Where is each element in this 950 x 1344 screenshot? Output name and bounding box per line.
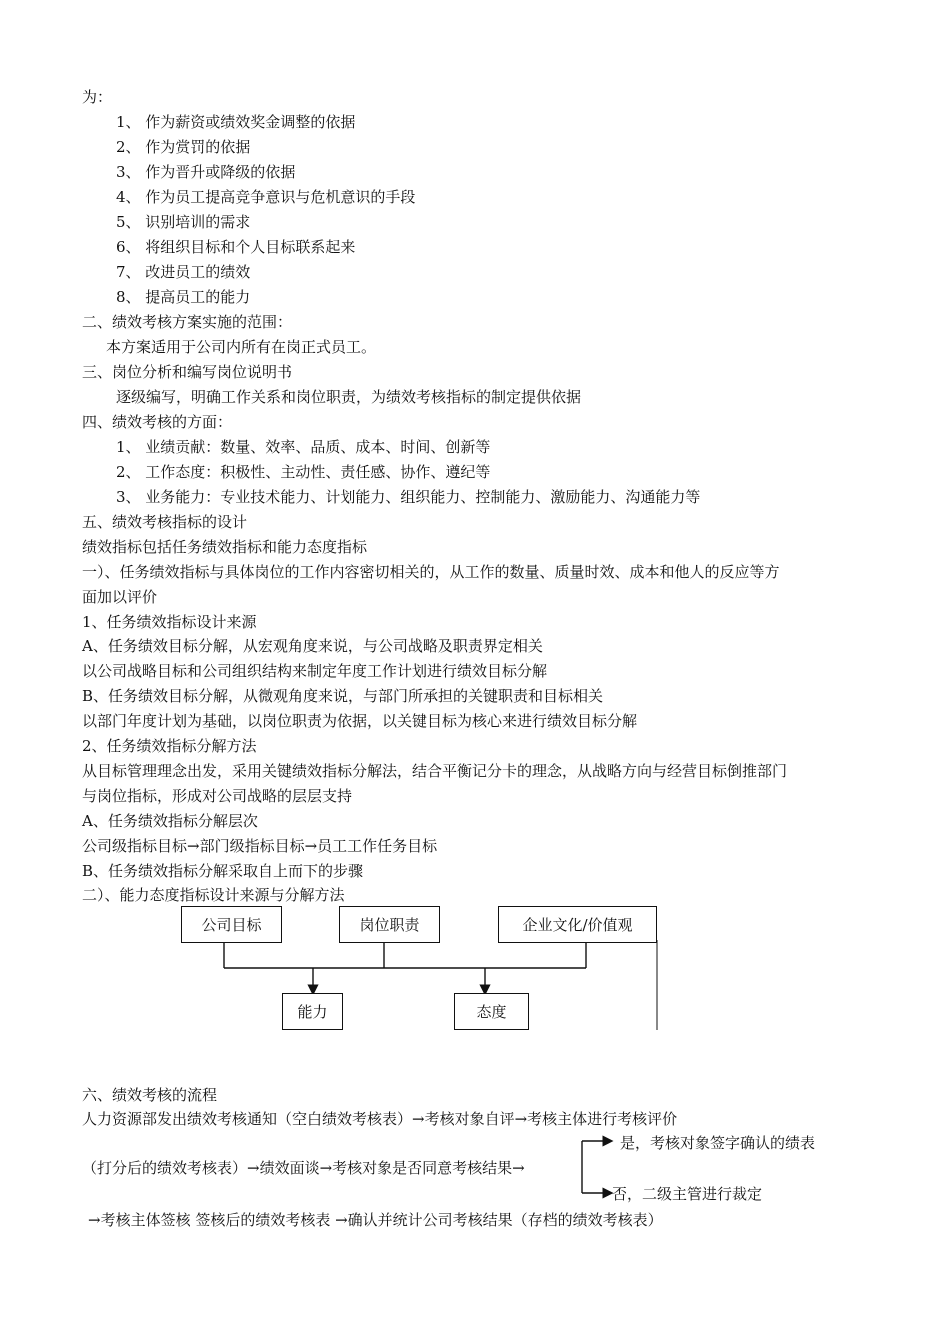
paragraph: B、任务绩效指标分解采取自上而下的步骤 xyxy=(82,862,364,880)
paragraph: A、任务绩效指标分解层次 xyxy=(82,812,258,830)
section-heading: 二、绩效考核方案实施的范围： xyxy=(82,313,293,331)
list-item: 1、 业绩贡献：数量、效率、品质、成本、时间、创新等 xyxy=(116,438,491,456)
paragraph: 二）、能力态度指标设计来源与分解方法 xyxy=(82,886,345,904)
list-item: 6、 将组织目标和个人目标联系起来 xyxy=(116,238,356,256)
process-line: （打分后的绩效考核表）→绩效面谈→考核对象是否同意考核结果→ xyxy=(82,1159,525,1177)
section-heading: 六、绩效考核的流程 xyxy=(82,1086,218,1104)
paragraph: B、任务绩效目标分解，从微观角度来说，与部门所承担的关键职责和目标相关 xyxy=(82,687,604,705)
list-item: 2、 工作态度：积极性、主动性、责任感、协作、遵纪等 xyxy=(116,463,491,481)
section-heading: 五、绩效考核指标的设计 xyxy=(82,513,248,531)
paragraph: 本方案适用于公司内所有在岗正式员工。 xyxy=(106,338,377,356)
section-heading: 四、绩效考核的方面： xyxy=(82,413,233,431)
paragraph: 面加以评价 xyxy=(82,588,158,606)
paragraph: 以公司战略目标和公司组织结构来制定年度工作计划进行绩效目标分解 xyxy=(82,662,548,680)
diagram-source-job-duty: 岗位职责 xyxy=(339,906,440,943)
paragraph: 绩效指标包括任务绩效指标和能力态度指标 xyxy=(82,538,368,556)
intro-line: 为： xyxy=(82,88,113,106)
process-line: 人力资源部发出绩效考核通知（空白绩效考核表）→考核对象自评→考核主体进行考核评价 xyxy=(82,1110,678,1128)
paragraph: A、任务绩效目标分解，从宏观角度来说，与公司战略及职责界定相关 xyxy=(82,637,543,655)
diagram-output-attitude: 态度 xyxy=(454,993,529,1030)
paragraph: 1、任务绩效指标设计来源 xyxy=(82,613,257,631)
paragraph: 2、任务绩效指标分解方法 xyxy=(82,737,257,755)
paragraph: 与岗位指标，形成对公司战略的层层支持 xyxy=(82,787,353,805)
process-branch-yes: 是，考核对象签字确认的绩表 xyxy=(620,1134,816,1152)
list-item: 4、 作为员工提高竞争意识与危机意识的手段 xyxy=(116,188,416,206)
paragraph: 一）、任务绩效指标与具体岗位的工作内容密切相关的，从工作的数量、质量时效、成本和他人的反应等方 xyxy=(82,563,780,581)
paragraph: 从目标管理理念出发，采用关键绩效指标分解法，结合平衡记分卡的理念，从战略方向与经营目标倒推部门 xyxy=(82,762,788,780)
list-item: 2、 作为赏罚的依据 xyxy=(116,138,251,156)
paragraph: 以部门年度计划为基础，以岗位职责为依据，以关键目标为核心来进行绩效目标分解 xyxy=(82,712,638,730)
list-item: 5、 识别培训的需求 xyxy=(116,213,251,231)
diagram-source-culture: 企业文化/价值观 xyxy=(498,906,657,943)
process-line: →考核主体签核 签核后的绩效考核表 →确认并统计公司考核结果（存档的绩效考核表） xyxy=(88,1211,663,1229)
process-branch-no: 否，二级主管进行裁定 xyxy=(612,1185,763,1203)
section-heading: 三、岗位分析和编写岗位说明书 xyxy=(82,363,293,381)
diagram-source-company-goal: 公司目标 xyxy=(181,906,282,943)
list-item: 3、 作为晋升或降级的依据 xyxy=(116,163,296,181)
diagram-output-ability: 能力 xyxy=(282,993,343,1030)
paragraph: 逐级编写，明确工作关系和岗位职责，为绩效考核指标的制定提供依据 xyxy=(116,388,582,406)
list-item: 8、 提高员工的能力 xyxy=(116,288,251,306)
list-item: 3、 业务能力：专业技术能力、计划能力、组织能力、控制能力、激励能力、沟通能力等 xyxy=(116,488,701,506)
list-item: 1、 作为薪资或绩效奖金调整的依据 xyxy=(116,113,356,131)
list-item: 7、 改进员工的绩效 xyxy=(116,263,251,281)
paragraph: 公司级指标目标→部门级指标目标→员工工作任务目标 xyxy=(82,837,438,855)
